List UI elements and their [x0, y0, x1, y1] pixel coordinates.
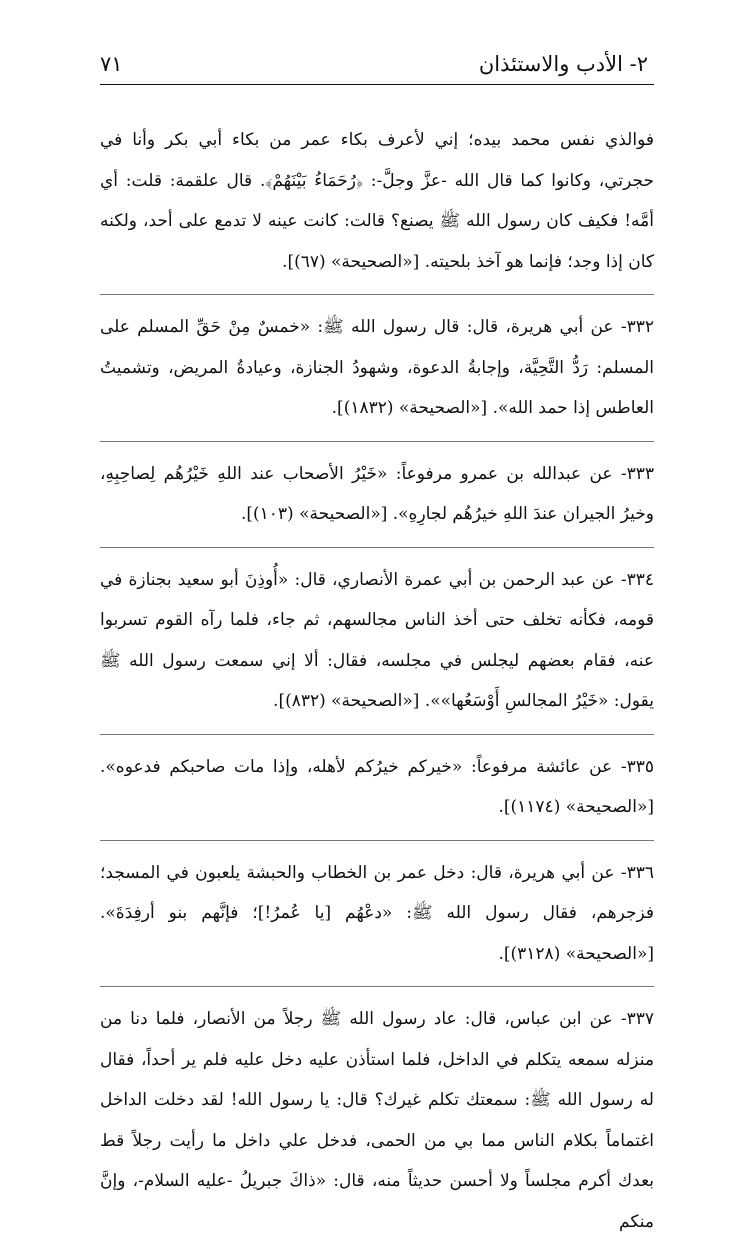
- hadith-paragraph-332: ٣٣٢- عن أبي هريرة، قال: قال رسول الله ﷺ: «خمسٌ مِنْ حَقِّ المسلم على المسلم: رَدُّ التَّحِيَّة، وإجابةُ الدعوة، وشهودُ الجنازة، وعيادةُ المريض، وتشميتُ العاطس إذا حمد الله». [«الصحيحة» (١٨٣٢)].: [100, 317, 654, 418]
- hadith-paragraph-334: ٣٣٤- عن عبد الرحمن بن أبي عمرة الأنصاري، قال: «أُوذِنَ أبو سعيد بجنازة في قومه، فكأنه تخلف حتى أخذ الناس مجالسهم، ثم جاء، فلما رآه القوم تسربوا عنه، فقام بعضهم ليجلس في مجلسه، فقال: ألا إني سمعت رسول الله ﷺ يقول: «خَيْرُ المجالسِ أَوْسَعُها»». [«الصحيحة» (٨٣٢)].: [100, 569, 654, 711]
- page-number: ٧١: [100, 52, 123, 76]
- paragraph-divider: [100, 441, 654, 442]
- paragraph-divider: [100, 840, 654, 841]
- chapter-title: ٢- الأدب والاستئذان: [478, 52, 648, 76]
- paragraph-divider: [100, 547, 654, 548]
- hadith-paragraph-335: ٣٣٥- عن عائشة مرفوعاً: «خيركم خيرُكم لأهله، وإذا مات صاحبكم فدعوه». [«الصحيحة» (١١٧٤)].: [100, 756, 654, 817]
- paragraph-divider: [100, 986, 654, 987]
- hadith-paragraph-331-continuation: فوالذي نفس محمد بيده؛ إني لأعرف بكاء عمر من بكاء أبي بكر وأنا في حجرتي، وكانوا كما قال الله -عزَّ وجلَّ-: ﴿رُحَمَاءُ بَيْنَهُمْ﴾. قال علقمة: قلت: أي أمَّه! فكيف كان رسول الله ﷺ يصنع؟ قالت: كانت عينه لا تدمع على أحد، ولكنه كان إذا وجد؛ فإنما هو آخذ بلحيته. [«الصحيحة» (٦٧)].: [100, 130, 654, 272]
- page-body: [100, 120, 654, 1242]
- hadith-paragraph-333: ٣٣٣- عن عبدالله بن عمرو مرفوعاً: «خَيْرُ الأصحاب عند اللهِ خَيْرُهُم لِصاحِبِهِ، وخيرُ الجيران عندَ اللهِ خيرُهُم لجارِهِ». [«الصحيحة» (١٠٣)].: [100, 463, 654, 524]
- hadith-paragraph-337: ٣٣٧- عن ابن عباس، قال: عاد رسول الله ﷺ رجلاً من الأنصار، فلما دنا من منزله سمعه يتكلم في الداخل، فلما استأذن عليه دخل عليه فلم ير أحداً، فقال له رسول الله ﷺ: سمعتك تكلم غيرك؟ قال: يا رسول الله! لقد دخلت الداخل اغتماماً بكلام الناس مما بي من الحمى، فدخل علي داخل ما رأيت رجلاً قط بعدك أكرم مجلساً ولا أحسن حديثاً منه، قال: «ذاكَ جبريلُ -عليه السلام-، وإنَّ منكم: [100, 1009, 654, 1232]
- paragraph-divider: [100, 294, 654, 295]
- page-header: [100, 48, 654, 85]
- paragraph-divider: [100, 734, 654, 735]
- hadith-paragraph-336: ٣٣٦- عن أبي هريرة، قال: دخل عمر بن الخطاب والحبشة يلعبون في المسجد؛ فزجرهم، فقال رسول الله ﷺ: «دعْهُم [يا عُمرُ!]؛ فإنَّهم بنو أرفِدَةَ». [«الصحيحة» (٣١٢٨)].: [100, 862, 654, 964]
